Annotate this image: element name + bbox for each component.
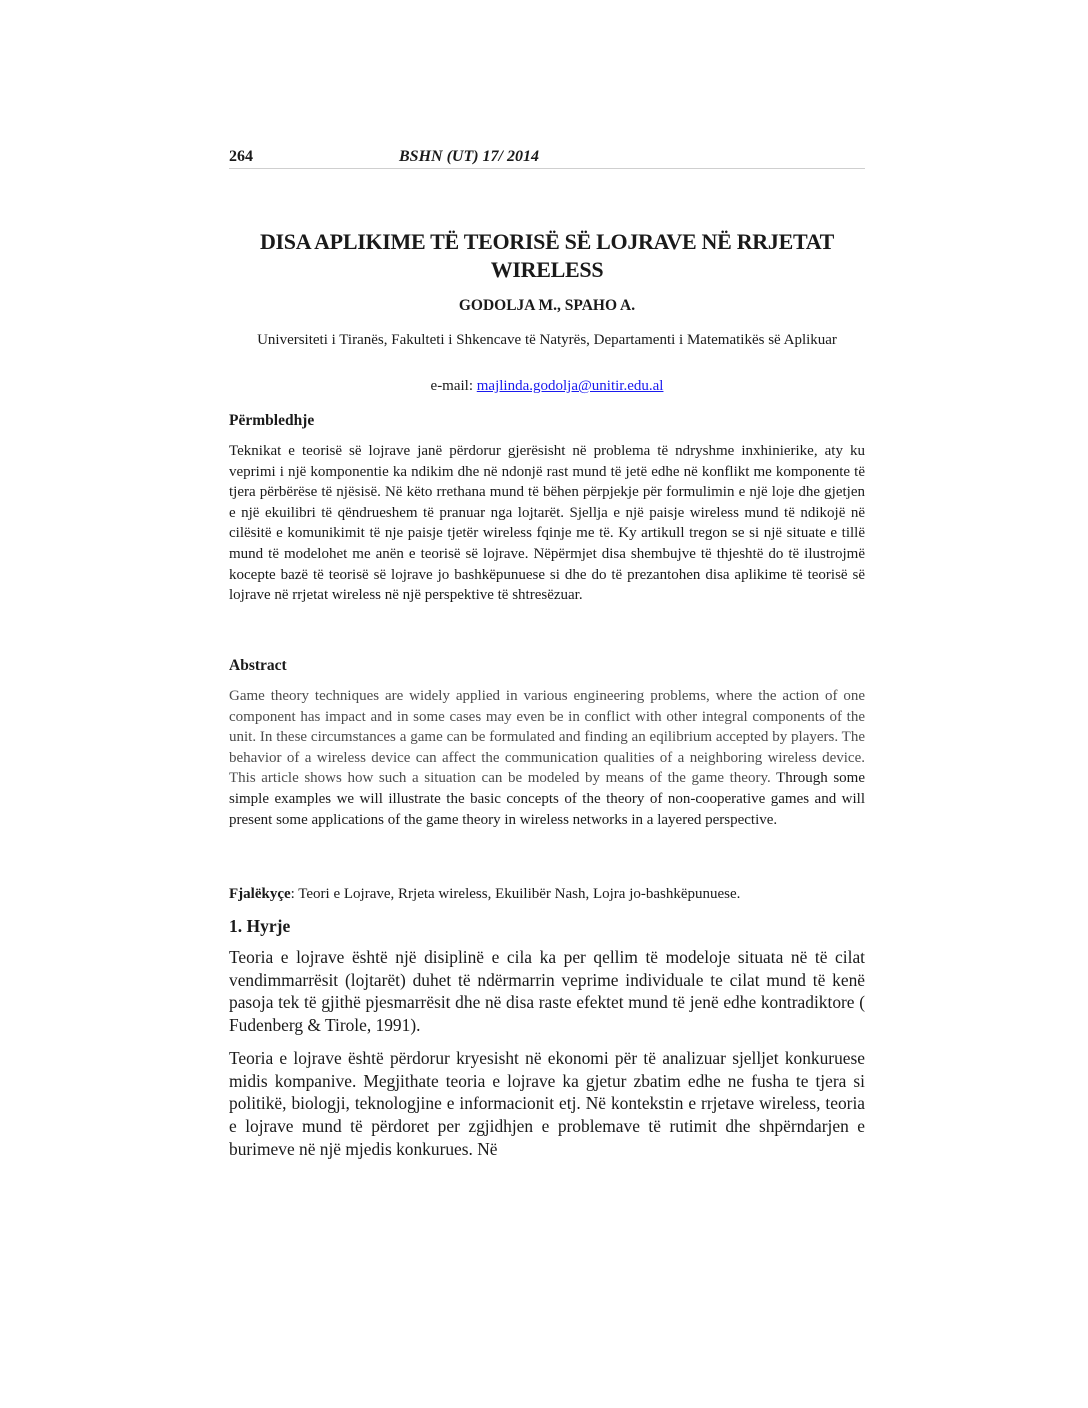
intro-paragraph-1: Teoria e lojrave është një disiplinë e cila ka per qellim të modeloje situata në të cilat vendimmarrësit (lojtarët) duhet të ndërmarrin veprime individuale te cilat mund të kenë pasoja tek të gjithë pjesmarrësit dhe në disa raste efektet mund të jenë edhe kontradiktore ( Fudenberg & Tirole, 1991). <box>229 947 865 1036</box>
section-heading-introduction: 1. Hyrje <box>229 916 291 936</box>
intro-paragraph-2: Teoria e lojrave është përdorur kryesisht në ekonomi për të analizuar sjelljet konkuruese midis kompanive. Megjithate teoria e lojrave ka gjetur zbatim edhe ne fusha te tjera si politikë, biologji, teknologjine e informacionit etj. Në kontekstin e rrjetave wireless, teoria e lojrave mund të përdoret per zgjidhjen e problemave të rutimit dhe shpërndarjen e burimeve në një mjedis konkurues. Në <box>229 1048 865 1159</box>
page-number: 264 <box>229 148 253 165</box>
keywords-list: : Teori e Lojrave, Rrjeta wireless, Ekuilibër Nash, Lojra jo-bashkëpunuese. <box>290 886 741 902</box>
email-label: e-mail: <box>430 378 477 394</box>
paper-authors: GODOLJA M., SPAHO A. <box>458 297 636 314</box>
abstract-text-light: Game theory techniques are widely applied in various engineering problems, where the action of one component has impact and in some cases may even be in conflict with other integral components of the unit. In these circumstances a game can be formulated and finding an eqilibrium accepted by players. The behavior of a wireless device can affect the communication qualities of a neighboring wireless device. This article shows how such a situation can be modeled by means of the game theory. <box>229 688 865 787</box>
abstract-paragraph <box>229 686 865 830</box>
keywords <box>229 884 865 904</box>
email-link[interactable]: majlinda.godolja@unitir.edu.al <box>476 378 664 394</box>
abstract-text-dark: Through some simple examples we will illustrate the basic concepts of the theory of non-cooperative games and will present some applications of the game theory in wireless networks in a layered perspective. <box>229 770 865 828</box>
paper-title: DISA APLIKIME TË TEORISË SË LOJRAVE NË RRJETAT WIRELESS <box>259 229 835 282</box>
contact-email-line <box>229 378 865 395</box>
running-header <box>229 146 865 169</box>
summary-paragraph: Teknikat e teorisë së lojrave janë përdorur gjerësisht në problema të ndryshme inxhinierike, aty ku veprimi i një komponentie ka ndikim dhe në ndonjë rast mund të jetë edhe në konflikt me komponente të tjera përbërëse të njësisë. Në këto rrethana mund të bëhen përpjekje për formulimin e një loje dhe gjetjen e një ekuilibri të qëndrueshem të pranuar nga lojtarët. Sjellja e një paisje wireless mund të ndikojë në cilësitë e komunikimit të nje paisje tjetër wireless fqinje me të. Ky artikull tregon se si një situate e tillë mund të modelohet me anën e teorisë së lojrave. Nëpërmjet disa shembujve të thjeshtë do të ilustrojmë kocepte bazë të teorisë së lojrave jo bashkëpunuese si dhe do të prezantohen disa aplikime të teorisë së lojrave në rrjetat wireless në një perspektive të shtresëzuar. <box>229 443 865 604</box>
abstract-heading: Abstract <box>229 657 287 674</box>
summary-heading: Përmbledhje <box>229 412 315 429</box>
author-affiliation: Universiteti i Tiranës, Fakulteti i Shkencave të Natyrës, Departamenti i Matematikës së Aplikuar <box>257 332 837 348</box>
journal-reference: BSHN (UT) 17/ 2014 <box>399 148 539 165</box>
keywords-label: Fjalëkyçe <box>229 886 291 902</box>
